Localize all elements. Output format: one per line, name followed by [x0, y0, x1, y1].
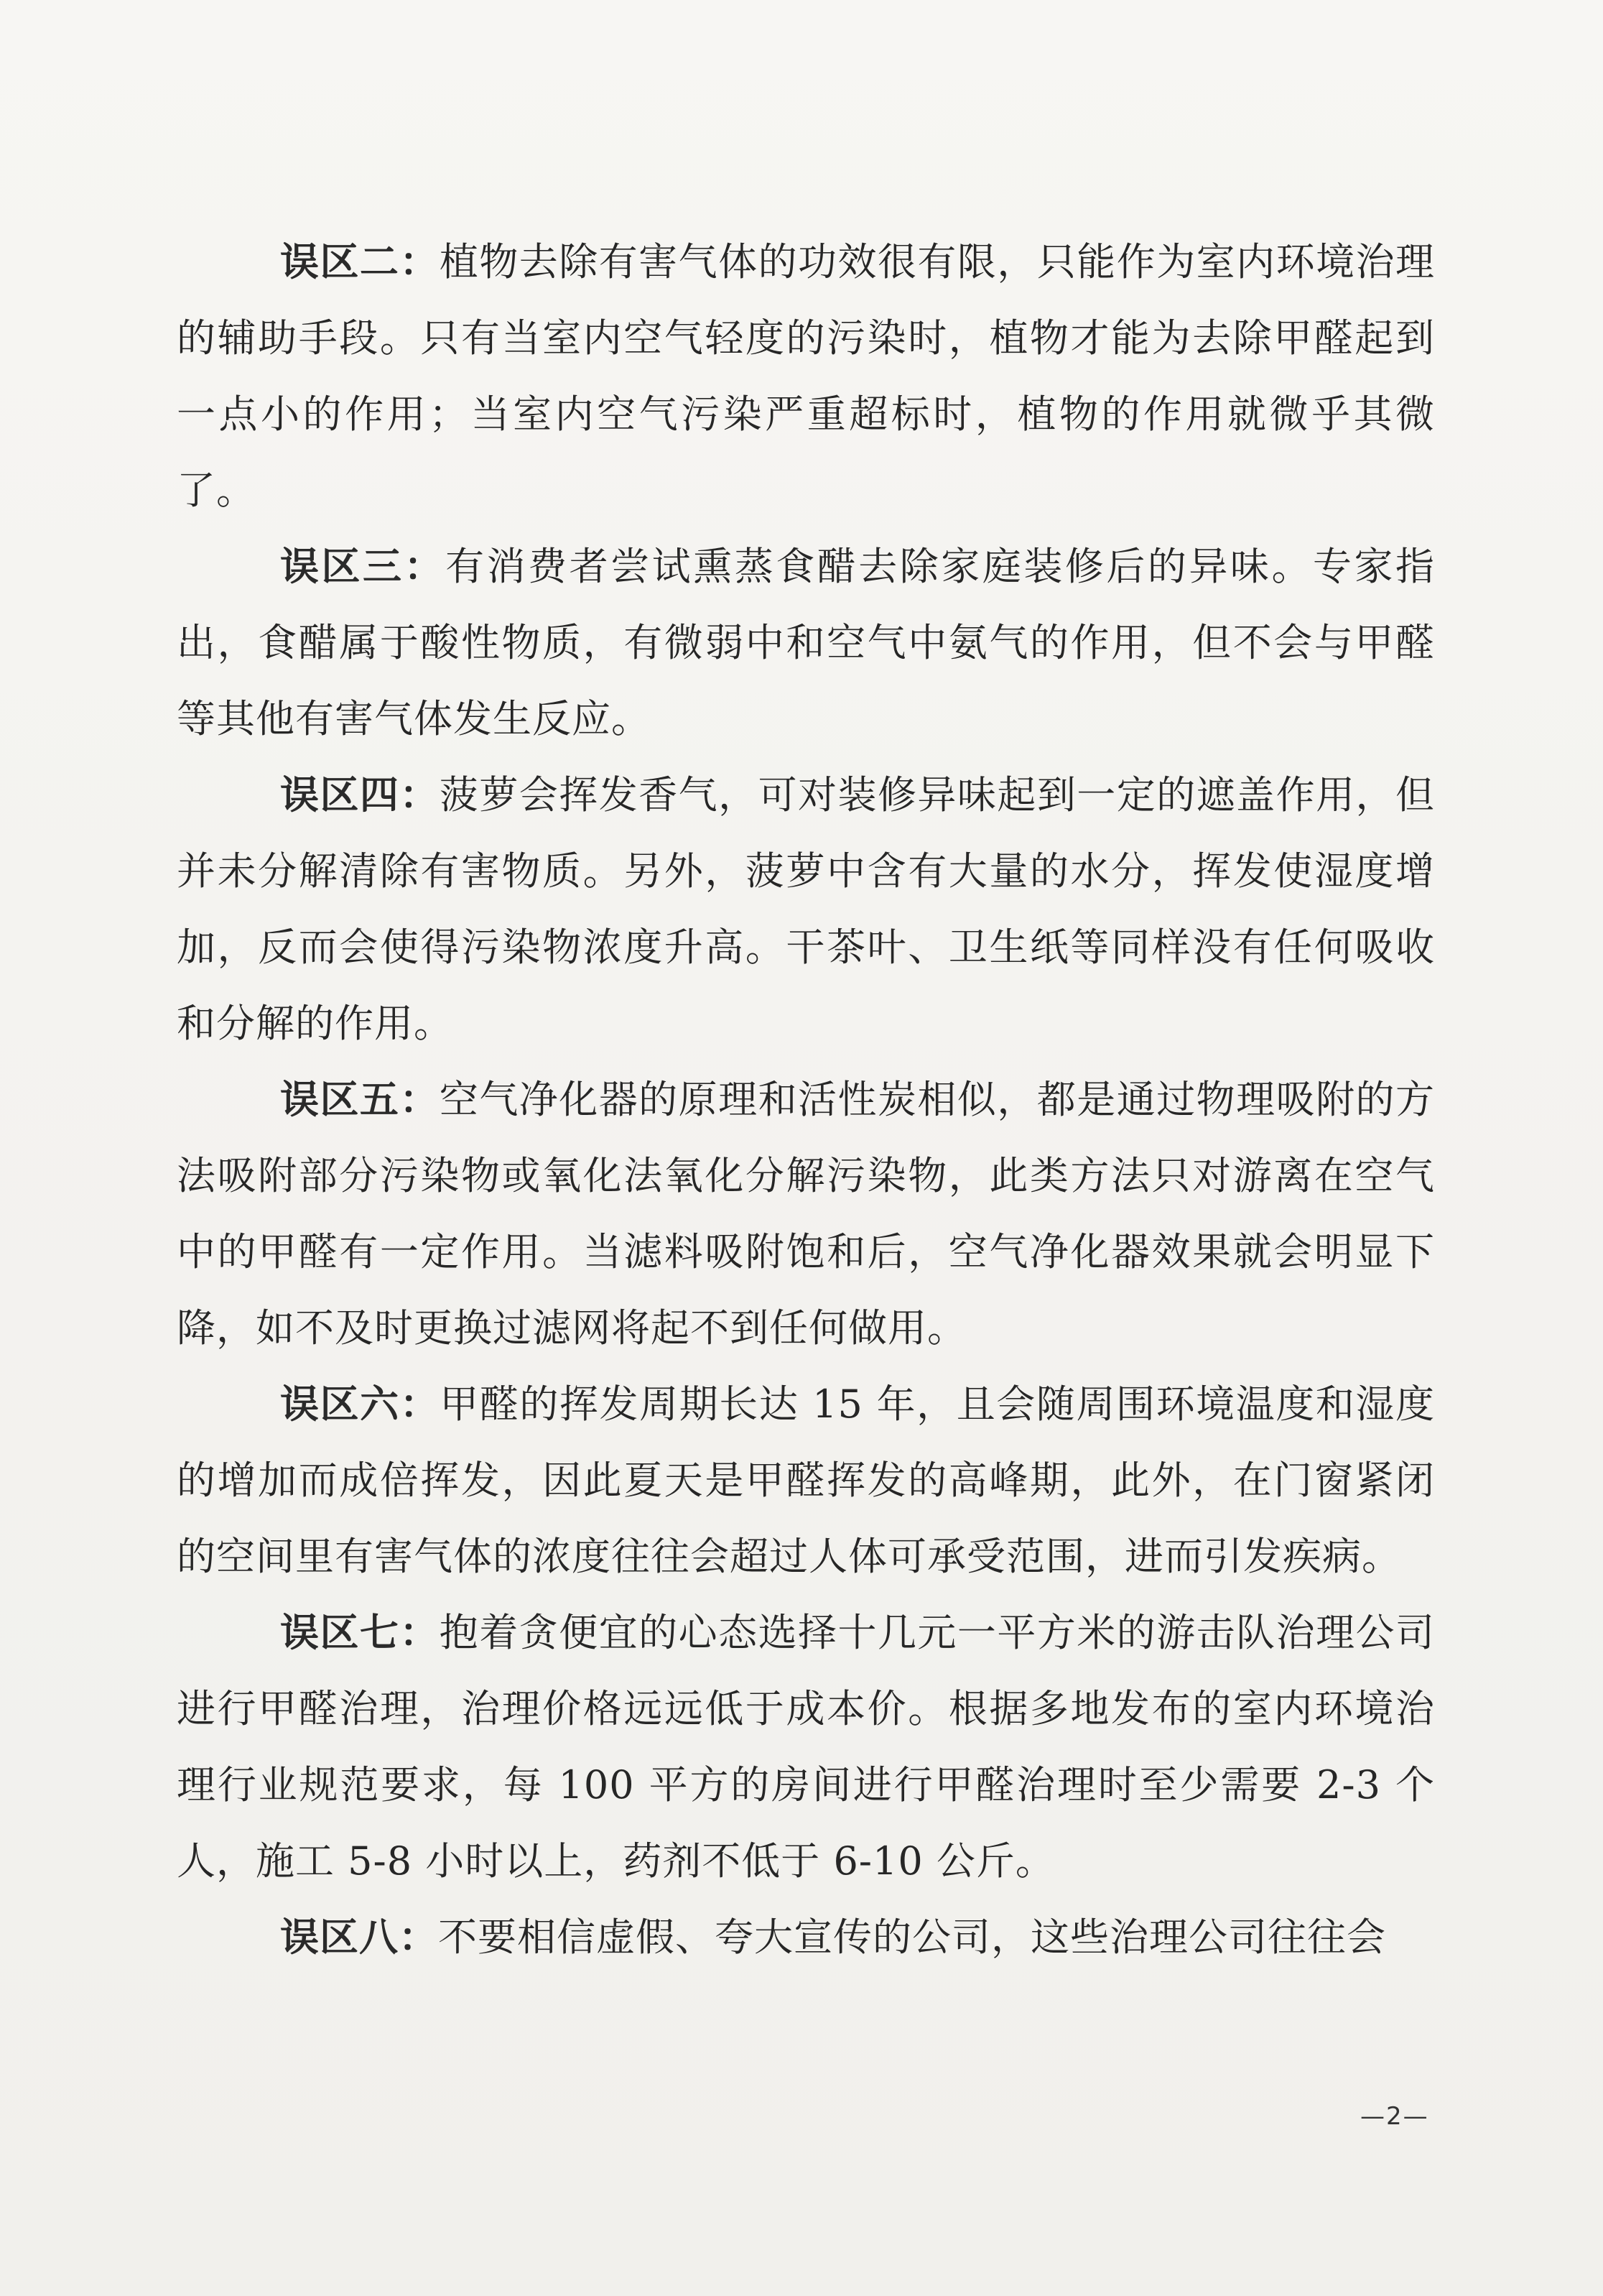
paragraph-misconception-5: [177, 1062, 1435, 1366]
paragraph-text: 有消费者尝试熏蒸食醋去除家庭装修后的异味。专家指出，食醋属于酸性物质，有微弱中和空气中氨气的作用，但不会与甲醛等其他有害气体发生反应。: [177, 544, 1436, 741]
paragraph-label: 误区三：: [280, 544, 446, 589]
paragraph-text: 植物去除有害气体的功效很有限，只能作为室内环境治理的辅助手段。只有当室内空气轻度的污染时，植物才能为去除甲醛起到一点小的作用；当室内空气污染严重超标时，植物的作用就微乎其微了。: [177, 239, 1435, 513]
paragraph-text: 甲醛的挥发周期长达 15 年，且会随周围环境温度和湿度的增加而成倍挥发，因此夏天是甲醛挥发的高峰期，此外，在门窗紧闭的空间里有害气体的浓度往往会超过人体可承受范围，进而引发疾病。: [177, 1381, 1435, 1579]
document-body: [177, 224, 1435, 1976]
paragraph-label: 误区四：: [280, 772, 440, 818]
paragraph-label: 误区八：: [280, 1915, 438, 1960]
paragraph-text: 抱着贪便宜的心态选择十几元一平方米的游击队治理公司进行甲醛治理，治理价格远远低于成本价。根据多地发布的室内环境治理行业规范要求，每 100 平方的房间进行甲醛治理时至少需要 2-3 个人，施工 5-8 小时以上，药剂不低于 6-10 公斤。: [177, 1610, 1435, 1884]
paragraph-label: 误区六：: [280, 1381, 440, 1427]
paragraph-label: 误区七：: [280, 1610, 440, 1655]
paragraph-text: 空气净化器的原理和活性炭相似，都是通过物理吸附的方法吸附部分污染物或氧化法氧化分解污染物，此类方法只对游离在空气中的甲醛有一定作用。当滤料吸附饱和后，空气净化器效果就会明显下降，如不及时更换过滤网将起不到任何做用。: [177, 1077, 1435, 1351]
paragraph-text: 菠萝会挥发香气，可对装修异味起到一定的遮盖作用，但并未分解清除有害物质。另外，菠萝中含有大量的水分，挥发使湿度增加，反而会使得污染物浓度升高。干茶叶、卫生纸等同样没有任何吸收和分解的作用。: [177, 772, 1435, 1046]
paragraph-misconception-3: [177, 529, 1435, 757]
paragraph-misconception-7: [177, 1595, 1435, 1899]
paragraph-misconception-2: [177, 224, 1435, 529]
paragraph-misconception-8: [177, 1899, 1435, 1976]
paragraph-text: 不要相信虚假、夸大宣传的公司，这些治理公司往往会: [438, 1915, 1386, 1960]
paragraph-label: 误区五：: [280, 1077, 440, 1122]
page-number: —2—: [1360, 2102, 1429, 2131]
paragraph-misconception-6: [177, 1366, 1435, 1595]
paragraph-label: 误区二：: [280, 239, 440, 284]
paragraph-misconception-4: [177, 757, 1435, 1062]
